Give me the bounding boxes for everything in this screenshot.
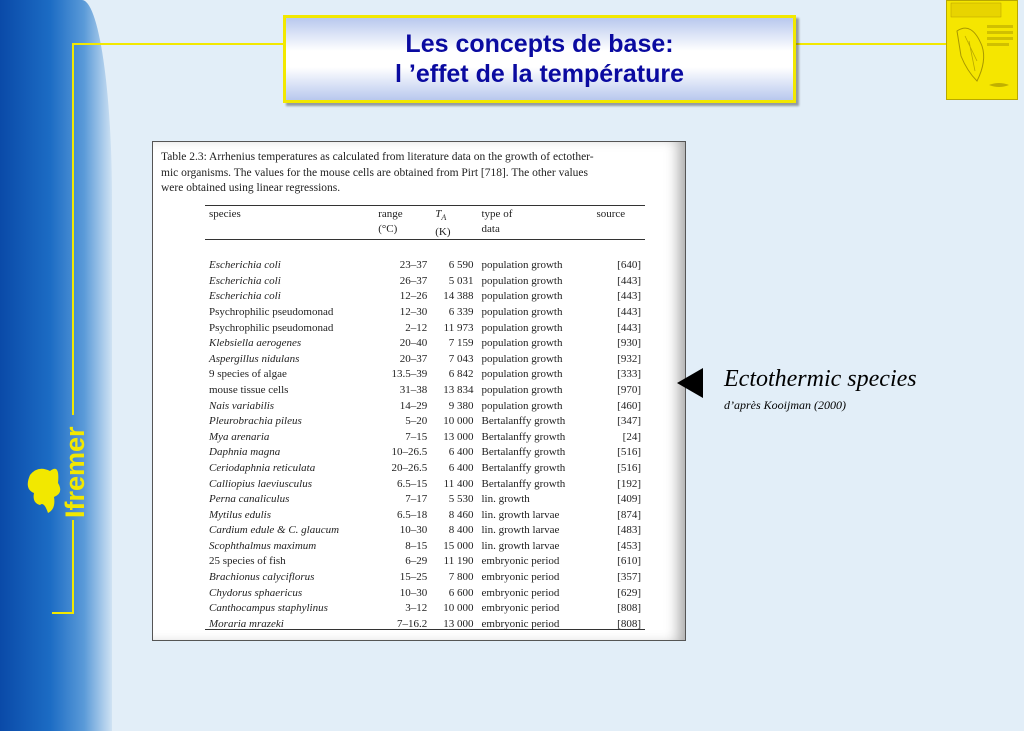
table-row bbox=[205, 523, 645, 539]
cell-ta: 6 400 bbox=[448, 461, 474, 474]
table-row bbox=[205, 570, 645, 586]
frame-line-bottom bbox=[52, 612, 74, 614]
cell-source: [460] bbox=[617, 399, 641, 412]
cell-type: population growth bbox=[481, 337, 563, 350]
cell-species: 25 species of fish bbox=[209, 555, 286, 568]
cell-type: population growth bbox=[481, 368, 563, 381]
cell-type: population growth bbox=[481, 352, 563, 365]
cell-range: 7–17 bbox=[405, 493, 428, 506]
frame-line-top-right bbox=[792, 43, 948, 45]
header-ta-label: $T_A$ bbox=[435, 208, 447, 223]
cell-type: lin. growth bbox=[481, 493, 530, 506]
cell-ta: 6 339 bbox=[448, 305, 474, 318]
cell-source: [516] bbox=[617, 461, 641, 474]
cell-range: 13.5–39 bbox=[391, 368, 428, 381]
cell-ta: 13 000 bbox=[443, 617, 474, 630]
cell-type: population growth bbox=[481, 290, 563, 303]
cell-species: Brachionus calyciflorus bbox=[209, 571, 315, 584]
table-row bbox=[205, 554, 645, 570]
table-row bbox=[205, 492, 645, 508]
cell-type: embryonic period bbox=[481, 571, 560, 584]
arrhenius-table bbox=[205, 207, 645, 632]
cell-source: [409] bbox=[617, 493, 641, 506]
cell-species: Calliopius laeviusculus bbox=[209, 477, 312, 490]
cell-species: Moraria mrazeki bbox=[209, 617, 284, 630]
cell-ta: 10 000 bbox=[443, 415, 474, 428]
header-ta-unit: (K) bbox=[435, 226, 451, 239]
table-row bbox=[205, 336, 645, 352]
cell-ta: 15 000 bbox=[443, 539, 474, 552]
table-row bbox=[205, 289, 645, 305]
table-row bbox=[205, 367, 645, 383]
cell-type: embryonic period bbox=[481, 586, 560, 599]
cell-range: 6.5–15 bbox=[397, 477, 428, 490]
cell-ta: 11 190 bbox=[443, 555, 474, 568]
cell-range: 20–40 bbox=[399, 337, 428, 350]
cell-type: embryonic period bbox=[481, 602, 560, 615]
cell-species: Mytilus edulis bbox=[209, 508, 272, 521]
cell-species: Scophthalmus maximum bbox=[209, 539, 317, 552]
cell-ta: 14 388 bbox=[443, 290, 474, 303]
cell-species: Daphnia magna bbox=[209, 446, 281, 459]
annotation-title: Ectothermic species bbox=[724, 366, 917, 392]
cell-ta: 5 530 bbox=[448, 493, 474, 506]
caption-line: were obtained using linear regressions. bbox=[161, 182, 341, 194]
cell-source: [192] bbox=[617, 477, 641, 490]
cell-species: Psychrophilic pseudomonad bbox=[209, 305, 334, 318]
cell-range: 2–12 bbox=[405, 321, 428, 334]
table-row bbox=[205, 601, 645, 617]
cell-species: Escherichia coli bbox=[209, 290, 281, 303]
cell-source: [640] bbox=[617, 259, 641, 272]
cell-species: Escherichia coli bbox=[209, 259, 281, 272]
header-range bbox=[374, 207, 431, 240]
table-row bbox=[205, 274, 645, 290]
cell-type: embryonic period bbox=[481, 617, 560, 630]
cell-source: [443] bbox=[617, 274, 641, 287]
cell-range: 23–37 bbox=[399, 259, 428, 272]
table-row bbox=[205, 321, 645, 337]
slide-title-box bbox=[283, 15, 796, 103]
table-row bbox=[205, 305, 645, 321]
header-type bbox=[478, 207, 593, 240]
slide-title-line-2: l ’effet de la température bbox=[395, 60, 684, 88]
cell-range: 3–12 bbox=[405, 602, 428, 615]
caption-line: Table 2.3: Arrhenius temperatures as calculated from literature data on the growth of ectother- bbox=[161, 151, 594, 163]
cell-source: [453] bbox=[617, 539, 641, 552]
left-pointing-arrow-icon bbox=[677, 368, 703, 398]
cell-source: [347] bbox=[617, 415, 641, 428]
annotation-subtitle: d’après Kooijman (2000) bbox=[724, 398, 846, 412]
cell-type: population growth bbox=[481, 383, 563, 396]
cell-ta: 8 400 bbox=[448, 524, 474, 537]
cell-type: lin. growth larvae bbox=[481, 508, 560, 521]
cell-type: embryonic period bbox=[481, 555, 560, 568]
cell-species: Chydorus sphaericus bbox=[209, 586, 303, 599]
cell-type: Bertalanffy growth bbox=[481, 446, 566, 459]
cell-source: [874] bbox=[617, 508, 641, 521]
book-cover-image bbox=[946, 0, 1018, 100]
cell-ta: 11 973 bbox=[443, 321, 474, 334]
table-header-row bbox=[205, 207, 645, 240]
cell-ta: 8 460 bbox=[448, 508, 474, 521]
table-caption bbox=[161, 150, 681, 197]
table-row bbox=[205, 586, 645, 602]
cell-range: 8–15 bbox=[405, 539, 428, 552]
cell-range: 26–37 bbox=[399, 274, 428, 287]
cell-ta: 7 800 bbox=[448, 571, 474, 584]
cell-species: Psychrophilic pseudomonad bbox=[209, 321, 334, 334]
header-type-line1: type of bbox=[481, 208, 513, 220]
cell-species: 9 species of algae bbox=[209, 368, 287, 381]
cell-ta: 13 000 bbox=[443, 430, 474, 443]
cell-species: mouse tissue cells bbox=[209, 383, 289, 396]
table-row bbox=[205, 352, 645, 368]
table-row bbox=[205, 430, 645, 446]
cell-ta: 7 159 bbox=[448, 337, 474, 350]
table-row bbox=[205, 258, 645, 274]
header-range-unit: (°C) bbox=[378, 223, 398, 235]
header-source: source bbox=[596, 208, 626, 220]
table-top-rule bbox=[205, 205, 645, 206]
book-cover-illustration bbox=[947, 1, 1017, 99]
cell-type: lin. growth larvae bbox=[481, 524, 560, 537]
cell-range: 20–37 bbox=[399, 352, 428, 365]
cell-ta: 10 000 bbox=[443, 602, 474, 615]
table-row bbox=[205, 508, 645, 524]
cell-type: population growth bbox=[481, 399, 563, 412]
ifremer-logo-text: Ifremer bbox=[60, 426, 90, 518]
cell-range: 10–26.5 bbox=[391, 446, 428, 459]
cell-source: [24] bbox=[622, 430, 641, 443]
cell-source: [443] bbox=[617, 321, 641, 334]
cell-source: [970] bbox=[617, 383, 641, 396]
header-species: species bbox=[209, 208, 241, 220]
table-row bbox=[205, 477, 645, 493]
cell-type: lin. growth larvae bbox=[481, 539, 560, 552]
cell-species: Pleurobrachia pileus bbox=[209, 415, 302, 428]
cell-source: [808] bbox=[617, 617, 641, 630]
cell-range: 12–26 bbox=[399, 290, 428, 303]
header-type-line2: data bbox=[481, 223, 500, 235]
cell-ta: 11 400 bbox=[443, 477, 474, 490]
cell-source: [443] bbox=[617, 290, 641, 303]
table-row bbox=[205, 617, 645, 633]
cell-range: 10–30 bbox=[399, 524, 428, 537]
cell-species: Cardium edule & C. glaucum bbox=[209, 524, 340, 537]
table-row bbox=[205, 539, 645, 555]
cell-type: population growth bbox=[481, 259, 563, 272]
cell-ta: 6 590 bbox=[448, 259, 474, 272]
cell-range: 7–15 bbox=[405, 430, 428, 443]
cell-type: Bertalanffy growth bbox=[481, 415, 566, 428]
cell-range: 7–16.2 bbox=[397, 617, 428, 630]
header-ta bbox=[431, 207, 477, 240]
table-row bbox=[205, 399, 645, 415]
cell-range: 10–30 bbox=[399, 586, 428, 599]
cell-species: Perna canaliculus bbox=[209, 493, 290, 506]
cell-species: Ceriodaphnia reticulata bbox=[209, 461, 316, 474]
cell-source: [808] bbox=[617, 602, 641, 615]
cell-range: 31–38 bbox=[399, 383, 428, 396]
cell-source: [516] bbox=[617, 446, 641, 459]
cell-source: [483] bbox=[617, 524, 641, 537]
cell-source: [443] bbox=[617, 305, 641, 318]
cell-ta: 5 031 bbox=[448, 274, 474, 287]
cell-species: Escherichia coli bbox=[209, 274, 281, 287]
cell-species: Nais variabilis bbox=[209, 399, 275, 412]
frame-line-vertical bbox=[72, 43, 74, 415]
cell-range: 6–29 bbox=[405, 555, 428, 568]
caption-line: mic organisms. The values for the mouse cells are obtained from Pirt [718]. The other values bbox=[161, 166, 588, 179]
cell-species: Canthocampus staphylinus bbox=[209, 602, 328, 615]
cell-ta: 7 043 bbox=[448, 352, 474, 365]
cell-range: 15–25 bbox=[399, 571, 428, 584]
cell-ta: 6 600 bbox=[448, 586, 474, 599]
cell-ta: 6 842 bbox=[448, 368, 474, 381]
cell-species: Aspergillus nidulans bbox=[209, 352, 300, 365]
cell-type: population growth bbox=[481, 305, 563, 318]
cell-source: [932] bbox=[617, 352, 641, 365]
cell-species: Klebsiella aerogenes bbox=[209, 337, 302, 350]
cell-range: 14–29 bbox=[399, 399, 428, 412]
cell-type: Bertalanffy growth bbox=[481, 461, 566, 474]
table-body bbox=[205, 258, 645, 632]
slide-title-line-1: Les concepts de base: bbox=[405, 30, 674, 58]
left-blue-band bbox=[0, 0, 112, 731]
cell-source: [333] bbox=[617, 368, 641, 381]
cell-ta: 6 400 bbox=[448, 446, 474, 459]
cell-type: population growth bbox=[481, 321, 563, 334]
cell-type: Bertalanffy growth bbox=[481, 430, 566, 443]
cell-ta: 13 834 bbox=[443, 383, 474, 396]
scanned-table-image bbox=[152, 141, 686, 641]
table-row bbox=[205, 445, 645, 461]
cell-species: Mya arenaria bbox=[209, 430, 270, 443]
table-row bbox=[205, 383, 645, 399]
cell-source: [629] bbox=[617, 586, 641, 599]
cell-source: [357] bbox=[617, 571, 641, 584]
table-row bbox=[205, 414, 645, 430]
cell-range: 20–26.5 bbox=[391, 461, 428, 474]
frame-line-top-left bbox=[72, 43, 284, 45]
header-range-label: range bbox=[378, 208, 403, 220]
cell-source: [930] bbox=[617, 337, 641, 350]
cell-range: 5–20 bbox=[405, 415, 428, 428]
cell-type: Bertalanffy growth bbox=[481, 477, 566, 490]
cell-range: 12–30 bbox=[399, 305, 428, 318]
cell-source: [610] bbox=[617, 555, 641, 568]
table-row bbox=[205, 461, 645, 477]
cell-range: 6.5–18 bbox=[397, 508, 428, 521]
cell-type: population growth bbox=[481, 274, 563, 287]
cell-ta: 9 380 bbox=[448, 399, 474, 412]
